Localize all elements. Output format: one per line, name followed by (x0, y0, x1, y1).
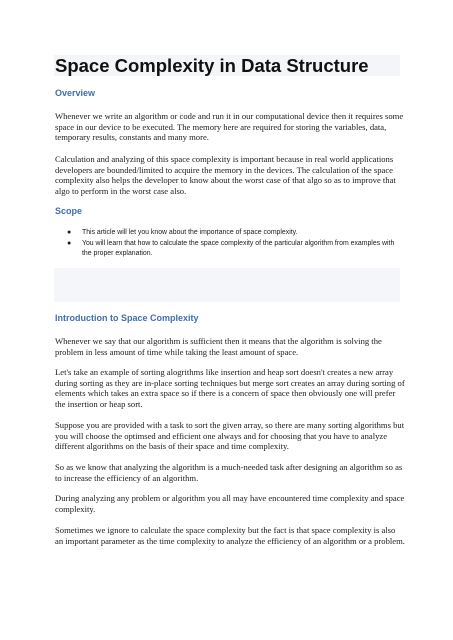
heading-overview: Overview (55, 88, 96, 98)
bullet-icon: ● (67, 240, 72, 247)
list-item (55, 228, 405, 238)
bullet-icon: ● (67, 229, 72, 236)
intro-paragraph-2: Let's take an example of sorting alogrithms like insertion and heap sort doesn't creates a new array during sorting as they are in-place sorting techniques but merge sort creates an array during sorting of elements which takes an extra space so if there is a concern of space then obviously one will prefer the insertion or heap sort. (55, 367, 405, 409)
scope-bullet-1: This article will let you know about the importance of space complexity. (82, 229, 298, 236)
document-title: Space Complexity in Data Structure (55, 55, 369, 76)
blank-highlight (54, 268, 400, 302)
list-item (55, 239, 405, 259)
intro-paragraph-6: Sometimes we ignore to calculate the space complexity but the fact is that space complexity is also an important parameter as the time complexity to analyze the efficiency of an algorithm or a problem. (55, 525, 405, 546)
overview-paragraph-1: Whenever we write an algorithm or code and run it in our computational device then it requires some space in our device to be executed. The memory here are required for storing the variables, data, temporary results, constants and many more. (55, 111, 404, 142)
intro-paragraph-3: Suppose you are provided with a task to sort the given array, so there are many sorting algorithms but you will choose the optimsed and efficient one always and for choosing that you have to analyze different algorithms on the basis of their space and time complexity. (55, 420, 405, 451)
intro-paragraph-5: During analyzing any problem or algorithm you all may have encountered time complexity and space complexity. (55, 493, 405, 514)
heading-scope: Scope (55, 206, 83, 216)
overview-paragraph-2: Calculation and analyzing of this space complexity is important because in real world applications developers are bounded/limited to acquire the memory in the devices. The calculation of the space complexity also helps the developer to know about the worst case of that algo so as to improve that algo to perform in the worst case also. (55, 154, 396, 196)
scope-bullet-list (55, 228, 405, 260)
intro-paragraph-1: Whenever we say that our algorithm is sufficient then it means that the algorithm is solving the problem in less amount of time while taking the least amount of space. (55, 336, 382, 357)
heading-introduction: Introduction to Space Complexity (55, 313, 199, 323)
intro-paragraph-4: So as we know that analyzing the algorithm is a much-needed task after designing an algorithm so as to increase the efficiency of an algorithm. (55, 462, 403, 483)
scope-bullet-2: You will learn that how to calculate the space complexity of the particular algorithm from examples with the proper explanation. (82, 240, 395, 257)
